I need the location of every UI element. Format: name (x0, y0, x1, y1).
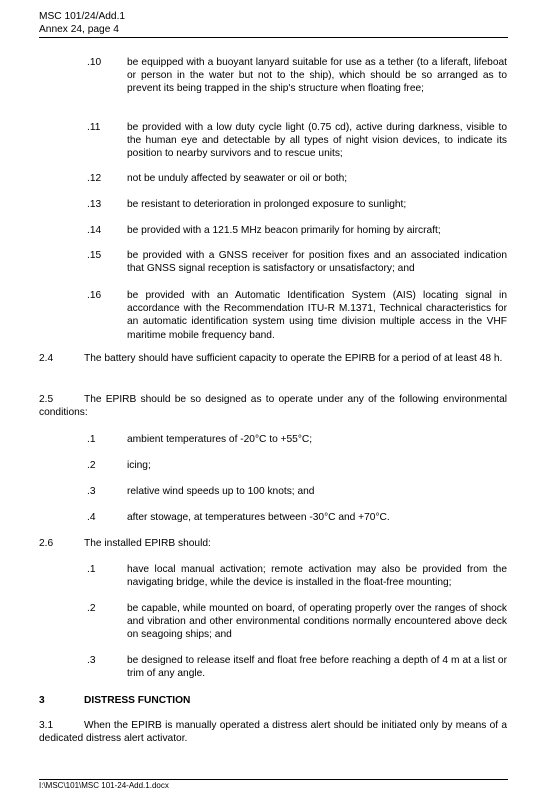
item-number: .4 (87, 512, 96, 523)
item-text: be equipped with a buoyant lanyard suitable for use as a tether (to a liferaft, lifeboat or person in the water but not to the ship), which should be so arranged as to prevent its being trapped in the ship's structure when floating free; (127, 57, 507, 95)
item-number: .1 (87, 434, 96, 445)
footer-rule (39, 779, 508, 780)
paragraph-2-6 (39, 537, 507, 550)
paragraph-2-4 (39, 352, 507, 365)
paragraph-text: The EPIRB should be so designed as to operate under any of the following environmental conditions: (39, 394, 507, 419)
header-rule (39, 37, 508, 38)
item-number: .14 (87, 225, 102, 236)
item-number: .2 (87, 460, 96, 471)
item-text: be provided with a 121.5 MHz beacon primarily for homing by aircraft; (127, 225, 441, 236)
paragraph-2-5 (39, 393, 507, 419)
paragraph-number: 2.6 (39, 538, 54, 549)
document-symbol: MSC 101/24/Add.1 (39, 11, 126, 22)
item-text: ambient temperatures of -20°C to +55°C; (127, 434, 313, 445)
footer-file-path: I:\MSC\101\MSC 101-24-Add.1.docx (39, 781, 169, 790)
annex-page-label: Annex 24, page 4 (39, 24, 119, 35)
paragraph-number: 2.4 (39, 353, 54, 364)
page-header (39, 10, 125, 36)
item-text: be provided with a low duty cycle light (0.75 cd), active during darkness, visible to the human eye and detectable by all types of night vision devices, to indicate its position to nearby survivors and to rescue units; (127, 122, 507, 160)
section-number: 3 (39, 695, 45, 706)
paragraph-number: 2.5 (39, 394, 54, 405)
item-text: after stowage, at temperatures between -30°C and +70°C. (127, 512, 390, 523)
item-number: .10 (87, 57, 102, 68)
item-number: .3 (87, 655, 96, 666)
item-text: be provided with a GNSS receiver for position fixes and an associated indication that GNSS signal reception is satisfactory or unsatisfactory; and (127, 250, 507, 275)
section-title: DISTRESS FUNCTION (84, 695, 191, 706)
paragraph-number: 3.1 (39, 720, 54, 731)
item-number: .1 (87, 564, 96, 575)
item-text: icing; (127, 460, 151, 471)
paragraph-text: The installed EPIRB should: (84, 538, 211, 549)
paragraph-3-1 (39, 719, 507, 745)
item-number: .3 (87, 486, 96, 497)
item-text: relative wind speeds up to 100 knots; and (127, 486, 315, 497)
item-number: .13 (87, 199, 102, 210)
paragraph-text: The battery should have sufficient capacity to operate the EPIRB for a period of at least 48 h. (84, 353, 503, 364)
paragraph-text: When the EPIRB is manually operated a distress alert should be initiated only by means of a dedicated distress alert activator. (39, 720, 507, 745)
item-number: .2 (87, 603, 96, 614)
item-text: be designed to release itself and float free before reaching a depth of 4 m at a list or trim of any angle. (127, 655, 507, 680)
item-number: .15 (87, 250, 102, 261)
item-text: not be unduly affected by seawater or oil or both; (127, 173, 348, 184)
section-heading (39, 694, 190, 707)
item-text: have local manual activation; remote activation may also be provided from the navigating bridge, while the device is installed in the float-free mounting; (127, 564, 507, 589)
item-number: .11 (87, 122, 101, 133)
item-number: .16 (87, 290, 102, 301)
item-text: be provided with an Automatic Identification System (AIS) locating signal in accordance with the Recommendation ITU-R M.1371, Technical characteristics for an automatic identification system using time division multiple access in the VHF maritime mobile frequency band. (127, 290, 507, 341)
item-text: be resistant to deterioration in prolonged exposure to sunlight; (127, 199, 407, 210)
item-text: be capable, while mounted on board, of operating properly over the ranges of shock and vibration and other environmental conditions normally encountered above deck on seagoing ships; and (127, 603, 507, 641)
item-number: .12 (87, 173, 102, 184)
